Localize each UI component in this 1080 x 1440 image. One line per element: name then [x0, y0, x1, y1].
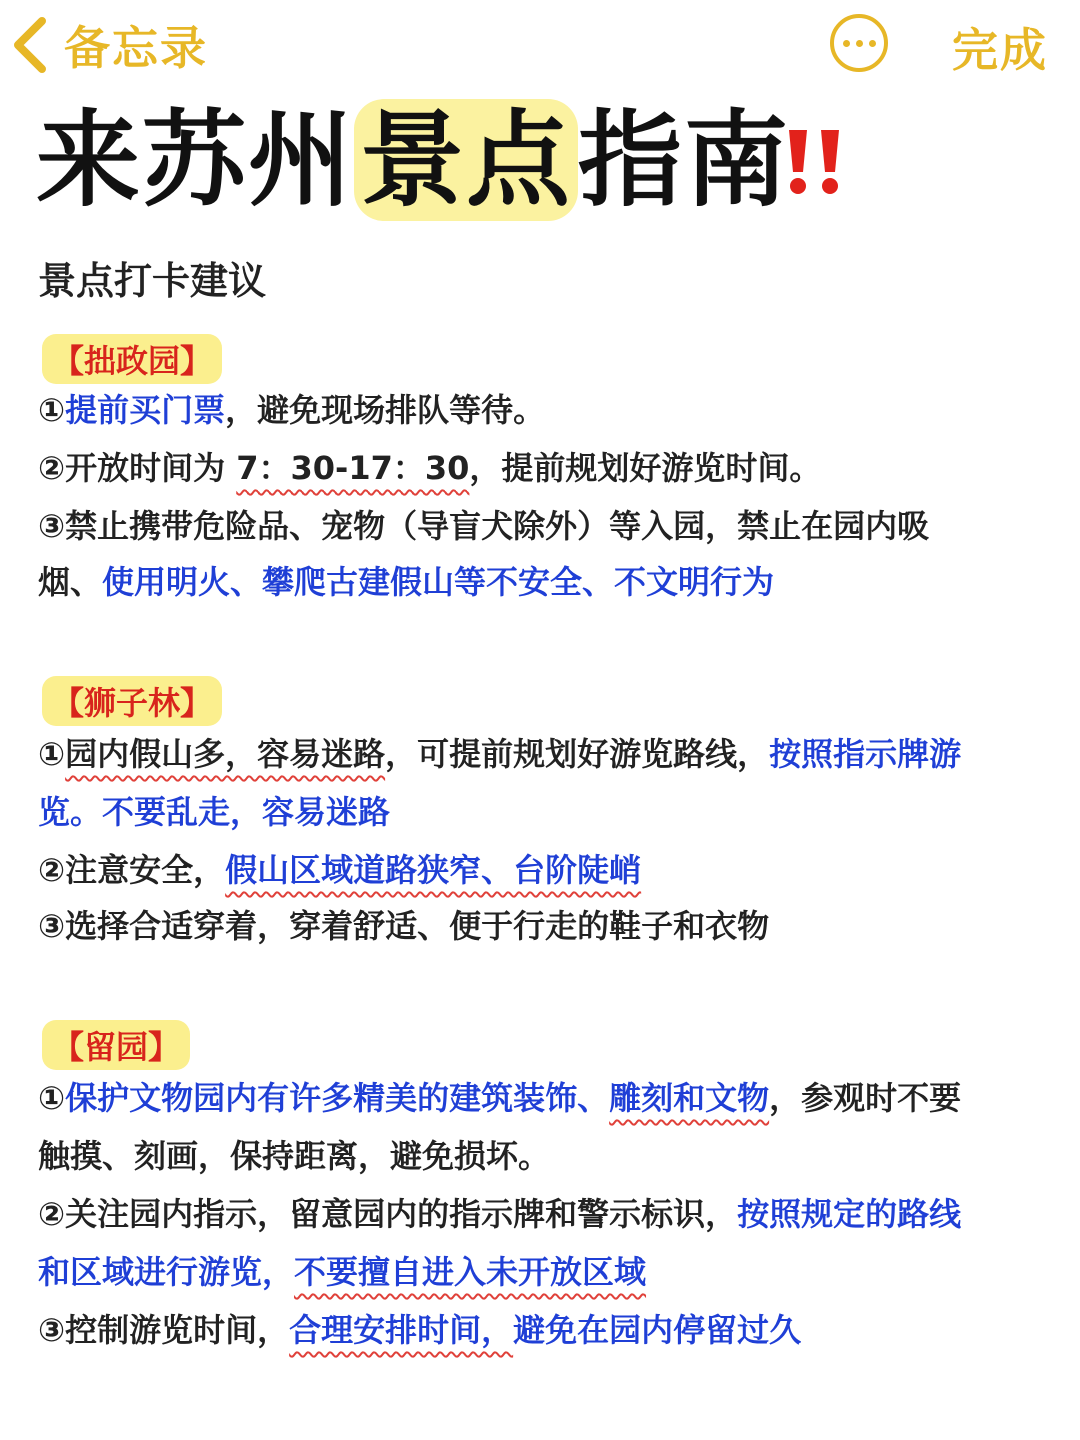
list-item — [38, 848, 641, 892]
list-item: 触摸、刻画，保持距离，避免损坏。 — [38, 1137, 551, 1175]
list-item — [38, 1076, 961, 1120]
wavy-underlined-text: 7：30-17：30 — [236, 449, 470, 487]
section-heading-shizilin: 【狮子林】 — [42, 676, 222, 726]
dot-icon — [843, 40, 850, 47]
item-text: ，提前规划好游览时间。 — [469, 449, 822, 487]
list-item — [38, 446, 821, 490]
blue-wavy-text: 合理安排时间， — [289, 1311, 514, 1349]
item-text: ②注意安全， — [38, 851, 226, 889]
chevron-left-icon — [10, 13, 50, 77]
blue-wavy-text: 雕刻和文物 — [609, 1079, 770, 1117]
title-part2: 指南 — [578, 99, 791, 221]
double-exclamation-icon — [785, 128, 847, 200]
item-text: ②开放时间为 — [38, 449, 237, 487]
title-part1: 来苏州 — [36, 99, 355, 221]
list-item — [38, 732, 961, 776]
list-item — [38, 560, 774, 604]
list-item — [38, 1250, 646, 1294]
item-text: ③控制游览时间， — [38, 1311, 290, 1349]
list-item: ③选择合适穿着，穿着舒适、便于行走的鞋子和衣物 — [38, 907, 770, 945]
blue-text: 提前买门票 — [65, 391, 226, 429]
wavy-underlined-text: 园内假山多，容易迷路 — [65, 735, 386, 773]
top-nav-bar — [0, 0, 1080, 90]
list-item: ③禁止携带危险品、宠物（导盲犬除外）等入园，禁止在园内吸 — [38, 507, 930, 545]
title-text — [36, 100, 790, 220]
list-item — [38, 388, 545, 432]
list-item — [38, 1192, 961, 1236]
done-button[interactable]: 完成 — [952, 23, 1048, 77]
item-text: ，避免现场排队等待。 — [225, 391, 546, 429]
item-number: ① — [38, 391, 66, 429]
item-text: 烟、 — [38, 563, 103, 601]
dot-icon — [856, 40, 863, 47]
blue-text: 按照指示牌游 — [769, 735, 962, 773]
dot-icon — [869, 40, 876, 47]
back-label: 备忘录 — [64, 21, 208, 75]
title-highlight: 景点 — [354, 99, 578, 221]
item-number: ① — [38, 1079, 66, 1117]
list-item: 览。不要乱走，容易迷路 — [38, 793, 391, 831]
note-title — [36, 100, 790, 220]
more-options-button[interactable] — [830, 14, 888, 72]
item-text: ，可提前规划好游览路线， — [385, 735, 770, 773]
blue-text: 避免在园内停留过久 — [513, 1311, 802, 1349]
item-number: ① — [38, 735, 66, 773]
item-text: ，参观时不要 — [769, 1079, 962, 1117]
item-text: ②关注园内指示，留意园内的指示牌和警示标识， — [38, 1195, 738, 1233]
blue-wavy-text: 假山区域道路狭窄、台阶陡峭 — [225, 851, 642, 889]
back-button[interactable] — [10, 12, 208, 78]
blue-wavy-text: 不要擅自进入未开放区域 — [294, 1253, 647, 1291]
section-heading-zhuozhengyuan: 【拙政园】 — [42, 334, 222, 384]
blue-text: 按照规定的路线 — [737, 1195, 962, 1233]
blue-text: 保护文物园内有许多精美的建筑装饰、 — [65, 1079, 610, 1117]
blue-text: 使用明火、攀爬古建假山等不安全、不文明行为 — [102, 563, 775, 601]
subtitle: 景点打卡建议 — [38, 259, 267, 303]
section-heading-liuyuan: 【留园】 — [42, 1020, 190, 1070]
list-item — [38, 1308, 801, 1352]
blue-text: 和区域进行游览， — [38, 1253, 295, 1291]
